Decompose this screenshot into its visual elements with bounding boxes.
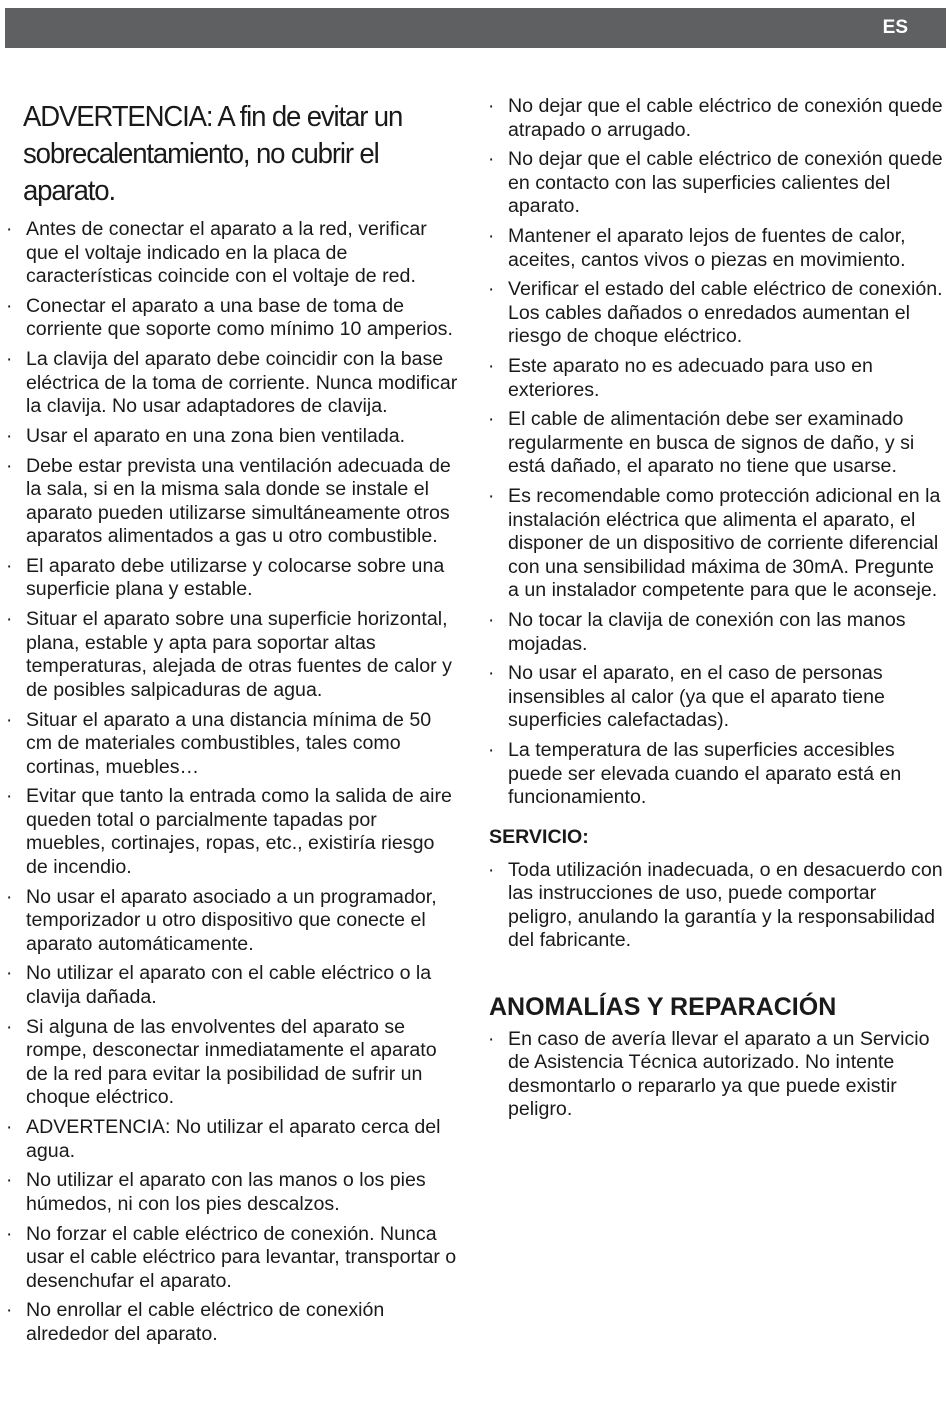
list-item: · Toda utilización inadecuada, o en desacuerdo con las instrucciones de uso, puede comportar peligro, anulando la garantía y la responsabilidad del fabricante. bbox=[488, 859, 943, 953]
list-item: · No enrollar el cable eléctrico de conexión alrededor del aparato. bbox=[6, 1299, 461, 1346]
language-code: ES bbox=[882, 17, 908, 38]
anomalias-heading: ANOMALÍAS Y REPARACIÓN bbox=[489, 992, 837, 1021]
list-item: · No dejar que el cable eléctrico de conexión quede atrapado o arrugado. bbox=[488, 95, 943, 142]
list-item: · Situar el aparato sobre una superficie horizontal, plana, estable y apta para soportar altas temperaturas, alejada de otras fuentes de calor y de posibles salpicaduras de agua. bbox=[6, 608, 461, 702]
list-item: · Es recomendable como protección adicional en la instalación eléctrica que alimenta el aparato, el disponer de un dispositivo de corriente diferencial con una sensibilidad máxima de 30mA. Pregunte a un instalador competente para que le aconseje. bbox=[488, 485, 943, 603]
list-item: · Situar el aparato a una distancia mínima de 50 cm de materiales combustibles, tales como cortinas, muebles… bbox=[6, 709, 461, 780]
list-item: · La clavija del aparato debe coincidir con la base eléctrica de la toma de corriente. Nunca modificar la clavija. No usar adaptadores de clavija. bbox=[6, 348, 461, 419]
list-item: · No utilizar el aparato con el cable eléctrico o la clavija dañada. bbox=[6, 962, 461, 1009]
warning-title-line-2: sobrecalentamiento, no cubrir el aparato. bbox=[23, 138, 379, 207]
list-item: · Usar el aparato en una zona bien ventilada. bbox=[6, 425, 461, 449]
right-column bbox=[488, 95, 943, 1128]
servicio-list bbox=[488, 859, 943, 953]
list-item: · Antes de conectar el aparato a la red, verificar que el voltaje indicado en la placa de características coincide con el voltaje de red. bbox=[6, 218, 461, 289]
list-item: · Debe estar prevista una ventilación adecuada de la sala, si en la misma sala donde se instale el aparato pueden utilizarse simultáneamente otros aparatos alimentados a gas u otro combustible. bbox=[6, 455, 461, 549]
warning-title-line-1: ADVERTENCIA: A fin de evitar un bbox=[23, 101, 403, 133]
list-item: · El aparato debe utilizarse y colocarse sobre una superficie plana y estable. bbox=[6, 555, 461, 602]
warning-title bbox=[23, 99, 439, 210]
list-item: · La temperatura de las superficies accesibles puede ser elevada cuando el aparato está en funcionamiento. bbox=[488, 739, 943, 810]
list-item: · No dejar que el cable eléctrico de conexión quede en contacto con las superficies calientes del aparato. bbox=[488, 148, 943, 219]
list-item: · Si alguna de las envolventes del aparato se rompe, desconectar inmediatamente el aparato de la red para evitar la posibilidad de sufrir un choque eléctrico. bbox=[6, 1016, 461, 1110]
list-item: · En caso de avería llevar el aparato a un Servicio de Asistencia Técnica autorizado. No intente desmontarlo o repararlo ya que puede existir peligro. bbox=[488, 1028, 943, 1122]
list-item: · ADVERTENCIA: No utilizar el aparato cerca del agua. bbox=[6, 1116, 461, 1163]
list-item: · No utilizar el aparato con las manos o los pies húmedos, ni con los pies descalzos. bbox=[6, 1169, 461, 1216]
list-item: · No usar el aparato asociado a un programador, temporizador u otro dispositivo que conecte el aparato automáticamente. bbox=[6, 886, 461, 957]
list-item: · Evitar que tanto la entrada como la salida de aire queden total o parcialmente tapadas por muebles, cortinajes, ropas, etc., existiría riesgo de incendio. bbox=[6, 785, 461, 879]
list-item: · No tocar la clavija de conexión con las manos mojadas. bbox=[488, 609, 943, 656]
safety-list-left bbox=[6, 218, 461, 1346]
list-item: · Verificar el estado del cable eléctrico de conexión. Los cables dañados o enredados aumentan el riesgo de choque eléctrico. bbox=[488, 278, 943, 349]
servicio-heading: SERVICIO: bbox=[489, 825, 589, 848]
left-column bbox=[6, 95, 461, 1353]
safety-list-right bbox=[488, 95, 943, 810]
list-item: · El cable de alimentación debe ser examinado regularmente en busca de signos de daño, y si está dañado, el aparato no tiene que usarse. bbox=[488, 408, 943, 479]
anomalias-list bbox=[488, 1028, 943, 1122]
list-item: · Conectar el aparato a una base de toma de corriente que soporte como mínimo 10 amperios. bbox=[6, 295, 461, 342]
list-item: · No forzar el cable eléctrico de conexión. Nunca usar el cable eléctrico para levantar, transportar o desenchufar el aparato. bbox=[6, 1223, 461, 1294]
language-bar bbox=[5, 8, 946, 48]
list-item: · No usar el aparato, en el caso de personas insensibles al calor (ya que el aparato tiene superficies calefactadas). bbox=[488, 662, 943, 733]
list-item: · Este aparato no es adecuado para uso en exteriores. bbox=[488, 355, 943, 402]
list-item: · Mantener el aparato lejos de fuentes de calor, aceites, cantos vivos o piezas en movimiento. bbox=[488, 225, 943, 272]
